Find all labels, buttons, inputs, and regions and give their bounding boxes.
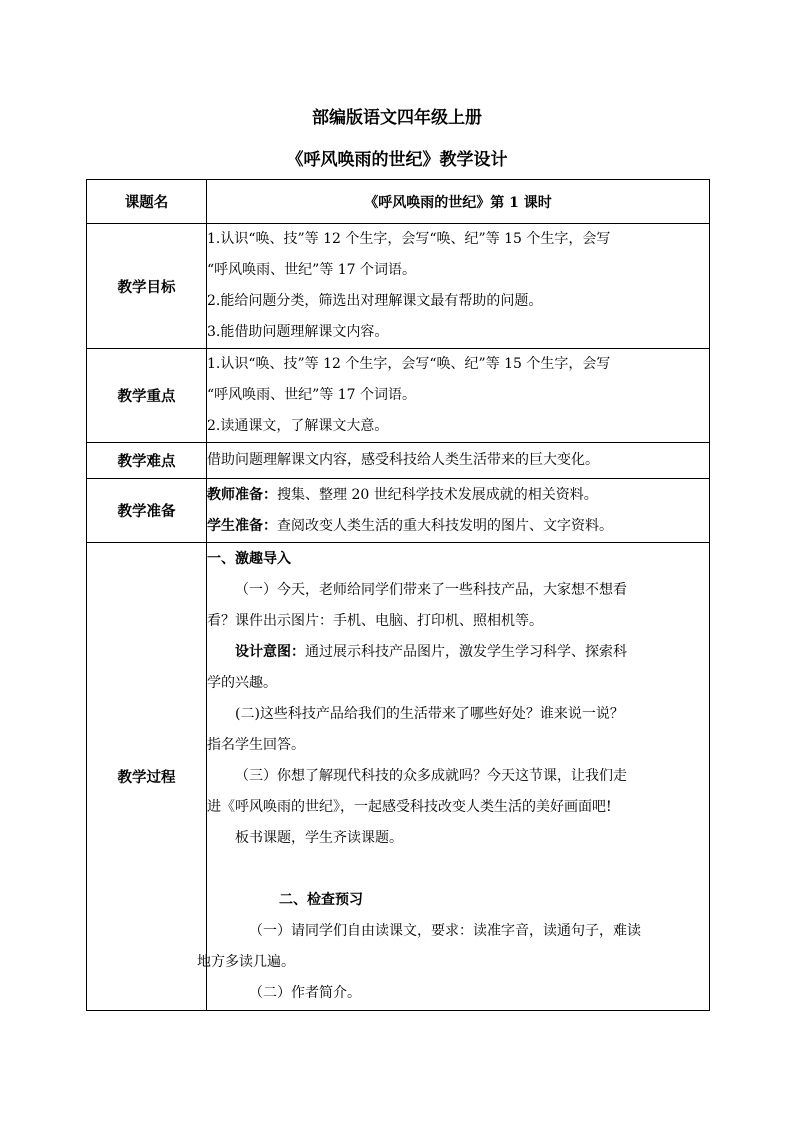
row-key-points (87, 349, 710, 443)
process-paragraph: 进《呼风唤雨的世纪》，一起感受科技改变人类生活的美好画面吧! (207, 799, 612, 815)
section-heading-preview: 二、检查预习 (279, 892, 363, 908)
row-topic (87, 180, 710, 224)
spacer (207, 854, 709, 885)
student-prep-label: 学生准备： (207, 517, 277, 534)
preparation-content (207, 479, 710, 543)
label-process: 教学过程 (87, 543, 207, 1011)
label-difficulties: 教学难点 (87, 443, 207, 479)
student-preparation (207, 511, 709, 542)
process-paragraph: （一）今天，老师给同学们带来了一些科技产品，大家想不想看 (235, 582, 627, 598)
process-paragraph: 地方多读几遍。 (197, 954, 295, 970)
teacher-prep-label: 教师准备： (207, 486, 277, 503)
process-paragraph: （一）请同学们自由读课文，要求：读准字音，读通句子，难读 (249, 923, 641, 939)
row-process (87, 543, 710, 1011)
goals-line: 2.能给问题分类，筛选出对理解课文最有帮助的问题。 (207, 293, 543, 309)
design-intent-label: 设计意图： (235, 644, 305, 660)
label-topic: 课题名 (87, 180, 207, 224)
process-paragraph: （三）你想了解现代科技的众多成就吗？今天这节课，让我们走 (235, 768, 627, 784)
goals-line: 1.认识“唤、技”等 12 个生字，会写“唤、纪”等 15 个生字，会写 (207, 231, 611, 247)
design-intent (207, 637, 709, 668)
row-difficulties (87, 443, 710, 479)
goals-content (207, 224, 710, 349)
teacher-preparation (207, 480, 709, 511)
process-content (197, 543, 710, 1011)
process-paragraph: 板书课题，学生齐读课题。 (235, 830, 403, 846)
difficulties-value: 借助问题理解课文内容，感受科技给人类生活带来的巨大变化。 (207, 452, 599, 468)
key-points-line: 1.认识“唤、技”等 12 个生字，会写“唤、纪”等 15 个生字，会写 (207, 356, 611, 372)
label-key-points: 教学重点 (87, 349, 207, 443)
key-points-content (207, 349, 710, 443)
label-preparation: 教学准备 (87, 479, 207, 543)
row-goals (87, 224, 710, 349)
key-points-line: 2.读通课文，了解课文大意。 (207, 418, 389, 434)
topic-value: 《呼风唤雨的世纪》第 1 课时 (207, 180, 710, 224)
document-title: 部编版语文四年级上册 (312, 108, 482, 128)
lesson-design-title: 《呼风唤雨的世纪》教学设计 (286, 150, 508, 170)
row-preparation (87, 479, 710, 543)
student-prep-text: 查阅改变人类生活的重大科技发明的图片、文字资料。 (277, 517, 613, 534)
goals-line: “呼风唤雨、世纪”等 17 个词语。 (207, 262, 417, 278)
teacher-prep-text: 搜集、整理 20 世纪科学技术发展成就的相关资料。 (277, 486, 598, 503)
label-goals: 教学目标 (87, 224, 207, 349)
lesson-plan-table (86, 179, 710, 1011)
difficulties-content (207, 443, 710, 479)
process-paragraph: 看？课件出示图片：手机、电脑、打印机、照相机等。 (207, 613, 543, 629)
process-paragraph: （二）作者简介。 (249, 985, 361, 1001)
process-paragraph: 指名学生回答。 (207, 737, 305, 753)
design-intent-text: 通过展示科技产品图片，激发学生学习科学、探索科 (305, 644, 627, 660)
process-paragraph: 学的兴趣。 (207, 675, 277, 691)
key-points-line: “呼风唤雨、世纪”等 17 个词语。 (207, 387, 417, 403)
process-paragraph: (二)这些科技产品给我们的生活带来了哪些好处？谁来说一说？ (235, 706, 624, 722)
section-heading-intro: 一、激趣导入 (207, 551, 291, 567)
goals-line: 3.能借助问题理解课文内容。 (207, 324, 389, 340)
